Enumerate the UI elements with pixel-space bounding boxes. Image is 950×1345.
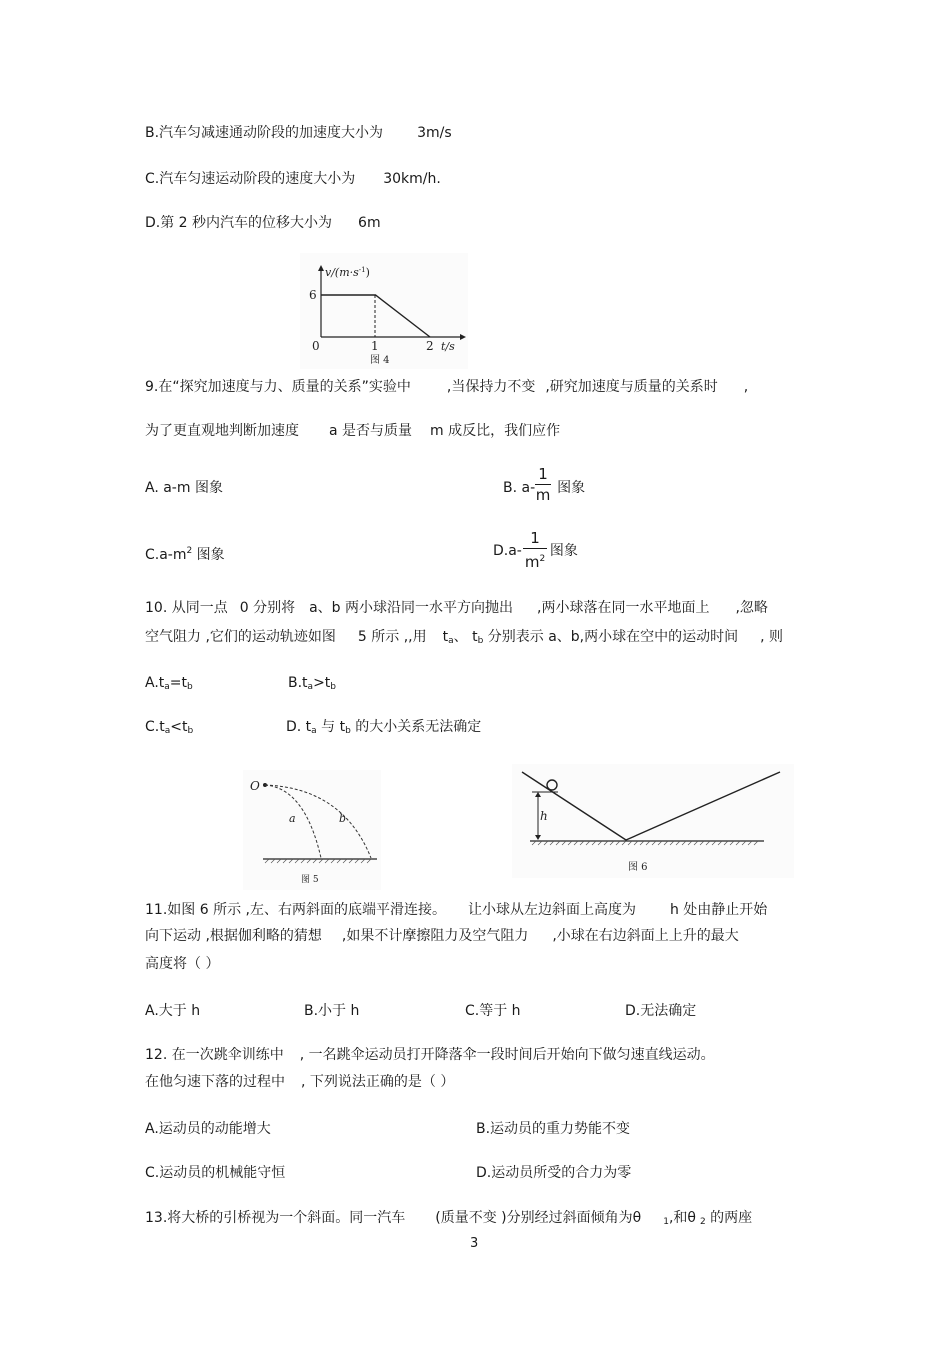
q10-option-b bbox=[288, 674, 336, 696]
q11-stem-line1 bbox=[145, 901, 767, 919]
q12-option-d: D.运动员所受的合力为零 bbox=[476, 1165, 632, 1181]
q8-option-d bbox=[145, 214, 381, 232]
q9-option-b-numerator: 1 bbox=[538, 465, 548, 483]
fraction-bar bbox=[535, 484, 551, 485]
fig5-point-label: O bbox=[250, 779, 260, 793]
q11-line1-part-a: 11.如图 6 所示 ,左、右两斜面的底端平滑连接。 bbox=[145, 902, 446, 918]
q9-line2-part-b: a 是否与质量 bbox=[329, 423, 413, 439]
q9-option-d-prefix: D.a- bbox=[493, 543, 522, 559]
q10-option-a-sub2: b bbox=[187, 682, 193, 692]
fig6-arrow-up bbox=[535, 792, 541, 797]
q10-option-d-sub1: a bbox=[311, 726, 317, 736]
q9-option-b-fraction bbox=[535, 465, 551, 504]
fig5-label-a: a bbox=[289, 812, 296, 825]
q10-line2-part-c: t bbox=[442, 629, 449, 645]
q10-line2-part-e: 分别表示 a、b,两小球在空中的运动时间 bbox=[483, 629, 739, 645]
q13-line1-sub1: 1 bbox=[663, 1217, 669, 1227]
fig6-arrow-down bbox=[535, 835, 541, 840]
q12-line1-part-b: , 一名跳伞运动员打开降落伞一段时间后开始向下做匀速直线运动。 bbox=[299, 1047, 715, 1063]
fig5-label-b: b bbox=[339, 812, 347, 825]
figure-4-svg bbox=[300, 253, 468, 369]
fig6-ball bbox=[547, 780, 557, 790]
fig4-origin-label: 0 bbox=[312, 339, 320, 353]
q10-option-d bbox=[286, 718, 481, 740]
q10-option-c bbox=[145, 718, 193, 740]
figure-5 bbox=[243, 770, 381, 890]
q10-stem-line1 bbox=[145, 599, 768, 617]
q9-option-d-suffix: 图象 bbox=[549, 543, 578, 559]
q11-line1-part-b: 让小球从左边斜面上高度为 bbox=[467, 902, 636, 918]
page-number: 3 bbox=[470, 1236, 479, 1251]
q10-option-d-part-a: D. t bbox=[286, 719, 312, 735]
q10-option-d-part-b: 与 t bbox=[316, 719, 346, 735]
q12-option-a: A.运动员的动能增大 bbox=[145, 1121, 271, 1137]
q11-option-b: B.小于 h bbox=[304, 1003, 360, 1019]
q11-stem-line2 bbox=[145, 927, 739, 945]
q10-line1-part-c: a、b 两小球沿同一水平方向抛出 bbox=[309, 600, 513, 616]
q10-option-d-part-c: 的大小关系无法确定 bbox=[350, 719, 482, 735]
q8-option-b-text: B.汽车匀减速通动阶段的加速度大小为 bbox=[145, 125, 384, 141]
q10-option-c-sub2: b bbox=[187, 726, 194, 736]
fig4-x-label: t/s bbox=[441, 340, 455, 353]
q12-stem-line1 bbox=[145, 1046, 715, 1064]
q10-option-c-sub1: a bbox=[164, 726, 171, 736]
q11-line1-part-c: h 处由静止开始 bbox=[669, 902, 768, 918]
q10-line1-part-d: ,两小球落在同一水平地面上 bbox=[537, 600, 710, 616]
q8-option-c bbox=[145, 170, 441, 188]
fig4-caption: 图 4 bbox=[370, 355, 390, 366]
q12-line1-part-a: 12. 在一次跳伞训练中 bbox=[145, 1047, 284, 1063]
q13-line1-part-d: 的两座 bbox=[705, 1210, 753, 1226]
fig4-y-tick-6: 6 bbox=[309, 288, 317, 302]
q10-option-d-sub2: b bbox=[345, 726, 351, 736]
q9-option-c-prefix: C.a-m bbox=[145, 547, 187, 563]
q8-option-d-text: D.第 2 秒内汽车的位移大小为 bbox=[145, 215, 333, 231]
q9-line1-part-b: ,当保持力不变 bbox=[446, 379, 536, 395]
q9-option-d-den-base: m bbox=[524, 553, 540, 571]
q10-line1-part-a: 10. 从同一点 bbox=[145, 600, 228, 616]
q10-option-a bbox=[145, 674, 193, 696]
q12-option-b: B.运动员的重力势能不变 bbox=[476, 1121, 631, 1137]
figure-6-svg bbox=[512, 764, 794, 878]
q11-option-a: A.大于 h bbox=[145, 1003, 201, 1019]
fig5-caption: 图 5 bbox=[301, 875, 319, 885]
fig4-y-arrow bbox=[318, 265, 324, 271]
q9-option-d-den-exponent: 2 bbox=[539, 554, 546, 564]
fig4-x-tick-1: 1 bbox=[371, 339, 379, 353]
fraction-bar bbox=[523, 548, 547, 549]
q9-option-d-denominator bbox=[523, 550, 547, 571]
q10-option-a-t: A.t bbox=[145, 675, 165, 691]
q11-stem-line3: 高度将（ ） bbox=[145, 956, 220, 972]
q9-stem-line1 bbox=[145, 378, 748, 396]
q9-line1-part-a: 9.在“探究加速度与力、质量的关系”实验中 bbox=[145, 379, 411, 395]
q9-line2-part-a: 为了更直观地判断加速度 bbox=[145, 423, 299, 439]
q10-line2-sub-a: a bbox=[448, 636, 454, 646]
q10-option-b-mid: >t bbox=[313, 675, 331, 691]
q10-option-b-sub2: b bbox=[330, 682, 337, 692]
q9-line2-part-c: m 成反比，我们应作 bbox=[430, 423, 561, 439]
q10-option-a-sub1: a bbox=[164, 682, 170, 692]
q8-option-d-value: 6m bbox=[358, 215, 381, 231]
q13-line1-part-c: ,和θ bbox=[668, 1210, 696, 1226]
q8-option-b bbox=[145, 124, 452, 142]
q12-line2-part-a: 在他匀速下落的过程中 bbox=[145, 1074, 285, 1090]
q10-line1-part-e: ,忽略 bbox=[735, 600, 768, 616]
q11-option-c: C.等于 h bbox=[465, 1003, 521, 1019]
q10-option-c-t: C.t bbox=[145, 719, 165, 735]
q10-option-b-sub1: a bbox=[307, 682, 314, 692]
q11-line2-part-a: 向下运动 ,根据伽利略的猜想 bbox=[145, 928, 322, 944]
q8-option-b-value: 3m/s bbox=[417, 125, 452, 141]
fig6-right-incline bbox=[626, 772, 780, 840]
q9-option-b-denominator: m bbox=[535, 486, 551, 504]
q10-line2-sub-b: b bbox=[477, 636, 484, 646]
figure-6 bbox=[512, 764, 794, 878]
q9-stem-line2 bbox=[145, 422, 560, 440]
q13-line1-sub2: 2 bbox=[699, 1217, 706, 1227]
q9-option-d-numerator: 1 bbox=[530, 529, 540, 547]
q9-option-c bbox=[145, 542, 225, 564]
q9-option-c-suffix: 图象 bbox=[192, 547, 225, 563]
q10-option-a-mid: =t bbox=[169, 675, 188, 691]
q9-option-b-prefix: B. a- bbox=[503, 480, 536, 496]
q10-line2-part-f: , 则 bbox=[760, 629, 784, 645]
q10-line2-part-d: 、 t bbox=[453, 629, 478, 645]
q9-line1-part-d: , bbox=[743, 379, 749, 395]
q11-line2-part-c: ,小球在右边斜面上上升的最大 bbox=[552, 928, 739, 944]
q11-line2-part-b: ,如果不计摩擦阻力及空气阻力 bbox=[341, 928, 529, 944]
q10-option-b-t: B.t bbox=[288, 675, 308, 691]
figure-4 bbox=[300, 253, 468, 369]
q9-line1-part-c: ,研究加速度与质量的关系时 bbox=[545, 379, 718, 395]
q9-option-c-exponent: 2 bbox=[186, 546, 193, 556]
figure-5-svg bbox=[243, 770, 381, 890]
fig4-x-tick-2: 2 bbox=[426, 339, 434, 353]
q9-option-d-fraction bbox=[523, 529, 547, 571]
q10-line1-part-b: 0 分别将 bbox=[239, 600, 296, 616]
q10-stem-line2 bbox=[145, 628, 783, 650]
q9-option-a: A. a-m 图象 bbox=[145, 480, 223, 496]
q13-stem-line1 bbox=[145, 1209, 752, 1231]
fig4-y-label: $v/(m\cdot s^{-1})$ bbox=[325, 266, 370, 279]
fig4-x-arrow bbox=[460, 334, 466, 340]
q12-line2-part-b: , 下列说法正确的是（ ） bbox=[301, 1074, 455, 1090]
q10-option-c-mid: <t bbox=[170, 719, 188, 735]
fig6-label-h: h bbox=[540, 809, 548, 823]
q13-line1-part-a: 13.将大桥的引桥视为一个斜面。同一汽车 bbox=[145, 1210, 406, 1226]
q13-line1-part-b: (质量不变 )分别经过斜面倾角为θ bbox=[435, 1210, 642, 1226]
q12-stem-line2 bbox=[145, 1073, 454, 1091]
q10-line2-part-b: 5 所示 ,,用 bbox=[357, 629, 427, 645]
q9-option-b-suffix: 图象 bbox=[557, 480, 586, 496]
q8-option-c-text: C.汽车匀速运动阶段的速度大小为 bbox=[145, 171, 356, 187]
q8-option-c-value: 30km/h. bbox=[383, 171, 441, 187]
q11-option-d: D.无法确定 bbox=[625, 1003, 697, 1019]
q10-line2-part-a: 空气阻力 ,它们的运动轨迹如图 bbox=[145, 629, 336, 645]
q12-option-c: C.运动员的机械能守恒 bbox=[145, 1165, 286, 1181]
fig6-caption: 图 6 bbox=[628, 862, 648, 873]
